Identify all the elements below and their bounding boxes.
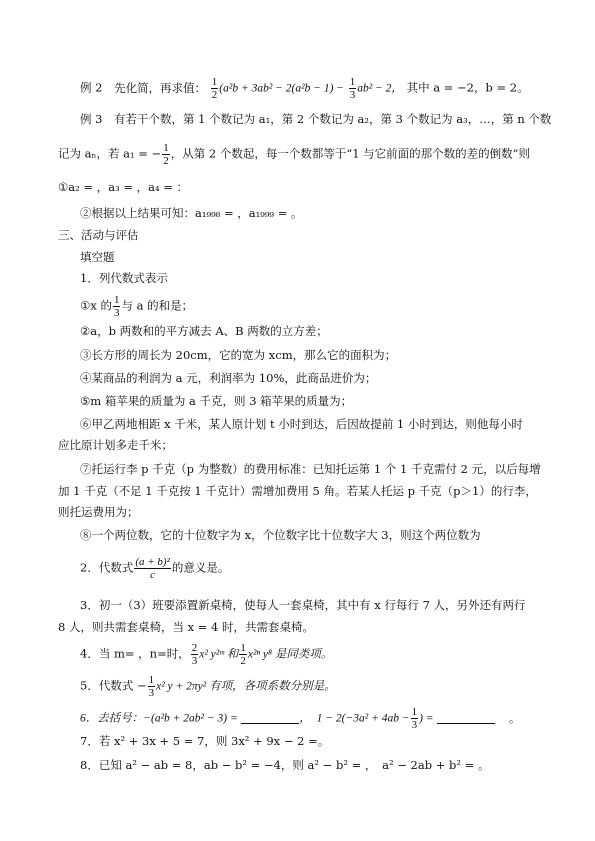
example-3-line-2: 记为 aₙ，若 a₁ = − $\frac{1}{2}$ ，从第 2 个数起，每一个数都等于“1 与它前面的那个数的差的倒数”则 (58, 142, 531, 167)
problem-1-item-5: ⑤m 箱苹果的质量为 a 千克，则 3 箱苹果的质量为； (80, 394, 353, 408)
problem-5: 5．代数式 − $\frac{1}{3}$ x² y + 2πy² 有项，各项系数分别是。 (80, 674, 336, 699)
problem-1-item-7b: 加 1 千克（不足 1 千克按 1 千克计）需增加费用 5 角。若某人托运 p 千克（p＞1）的行李， (58, 484, 537, 498)
problem-3-line-1: 3．初一（3）班要添置新桌椅，使每人一套桌椅，其中有 x 行每行 7 人，另外还有两行 (80, 598, 526, 612)
section-heading: 三、活动与评估 (58, 228, 139, 242)
fraction-two-thirds: $\frac{2}{3}$ (191, 642, 198, 667)
answer-blank-2[interactable] (437, 723, 495, 724)
fraction-square-over-c: $\frac{\text{(a + b)²}}{c}$ (135, 556, 170, 581)
problem-8: 8．已知 a² − ab = 8，ab − b² = −4，则 a² − b² = ， a² − 2ab + b² = 。 (80, 758, 490, 772)
fraction-one-third-d: $\frac{1}{3}$ (411, 706, 418, 731)
example-2 (80, 76, 545, 101)
problem-1-item-7c: 则托运费用为； (58, 505, 139, 519)
problem-1-item-4: ④某商品的利润为 a 元，利润率为 10%，此商品进价为； (80, 371, 377, 385)
example-3-line-1: 例 3 有若干个数，第 1 个数记为 a₁，第 2 个数记为 a₂，第 3 个数记为 a₃，…，第 n 个数 (80, 112, 552, 126)
example-2-expression-end: ab² − 2， (357, 82, 403, 95)
example-2-text: 先化简，再求值： (114, 80, 207, 95)
section-subheading: 填空题 (80, 250, 115, 264)
problem-1-item-8: ⑧一个两位数，它的十位数字为 x，个位数字比十位数字大 3，则这个两位数为 (80, 528, 481, 542)
problem-2: 2．代数式 $\frac{\text{(a + b)²}}{c}$ 的意义是。 (80, 556, 230, 581)
example-2-condition: 其中 a = −2，b = 2。 (406, 80, 529, 95)
problem-1-item-1: ①x 的 $\frac{1}{3}$ 与 a 的和是； (80, 294, 194, 319)
problem-1-item-6b: 应比原计划多走千米； (58, 438, 173, 452)
problem-3-line-2: 8 人，则共需套桌椅，当 x = 4 时，共需套桌椅。 (58, 620, 315, 634)
example-2-expression: (a²b + 3ab² − 2(a²b − 1) − (219, 82, 345, 95)
fraction-one-third-b: $\frac{1}{3}$ (113, 294, 120, 319)
example-3-question-1: ①a₂ = ，a₃ = ，a₄ = ： (58, 180, 189, 194)
problem-4: 4．当 m= ，n=时， $\frac{2}{3}$ x² y²ᵐ 和 $\frac{1}{2}$ x²ⁿ y⁸ 是同类项。 (80, 642, 333, 667)
problem-1-title: 1．列代数式表示 (80, 271, 168, 285)
problem-1-item-3: ③长方形的周长为 20cm，它的宽为 xcm，那么它的面积为； (80, 348, 397, 362)
problem-1-item-6a: ⑥甲乙两地相距 x 千米，某人原计划 t 小时到达，后因故提前 1 小时到达，则他每小时 (80, 417, 523, 431)
fraction-one-third: $\frac{1}{3}$ (349, 76, 356, 101)
answer-blank-1[interactable] (241, 723, 299, 724)
problem-1-item-2: ②a，b 两数和的平方减去 A、B 两数的立方差； (80, 324, 328, 338)
problem-6: 6．去括号：−(a²b + 2ab² − 3) = ， 1 − 2(−3a² + 4ab − $\frac{1}{3}$ ) = 。 (80, 706, 521, 731)
example-3-question-2: ②根据以上结果可知：a₁₉₉₈ = ，a₁₉₉₉ = 。 (80, 206, 303, 220)
fraction-one-half-b: $\frac{1}{2}$ (163, 142, 169, 167)
example-2-label: 例 2 (80, 80, 103, 95)
problem-7: 7．若 x² + 3x + 5 = 7，则 3x² + 9x − 2 =。 (80, 734, 330, 748)
fraction-one-half-c: $\frac{1}{2}$ (240, 642, 246, 667)
fraction-one-half: $\frac{1}{2}$ (211, 76, 218, 101)
fraction-one-third-c: $\frac{1}{3}$ (148, 674, 155, 699)
problem-1-item-7a: ⑦托运行李 p 千克（p 为整数）的费用标准：已知托运第 1 个 1 千克需付 2 元，以后每增 (80, 462, 541, 476)
